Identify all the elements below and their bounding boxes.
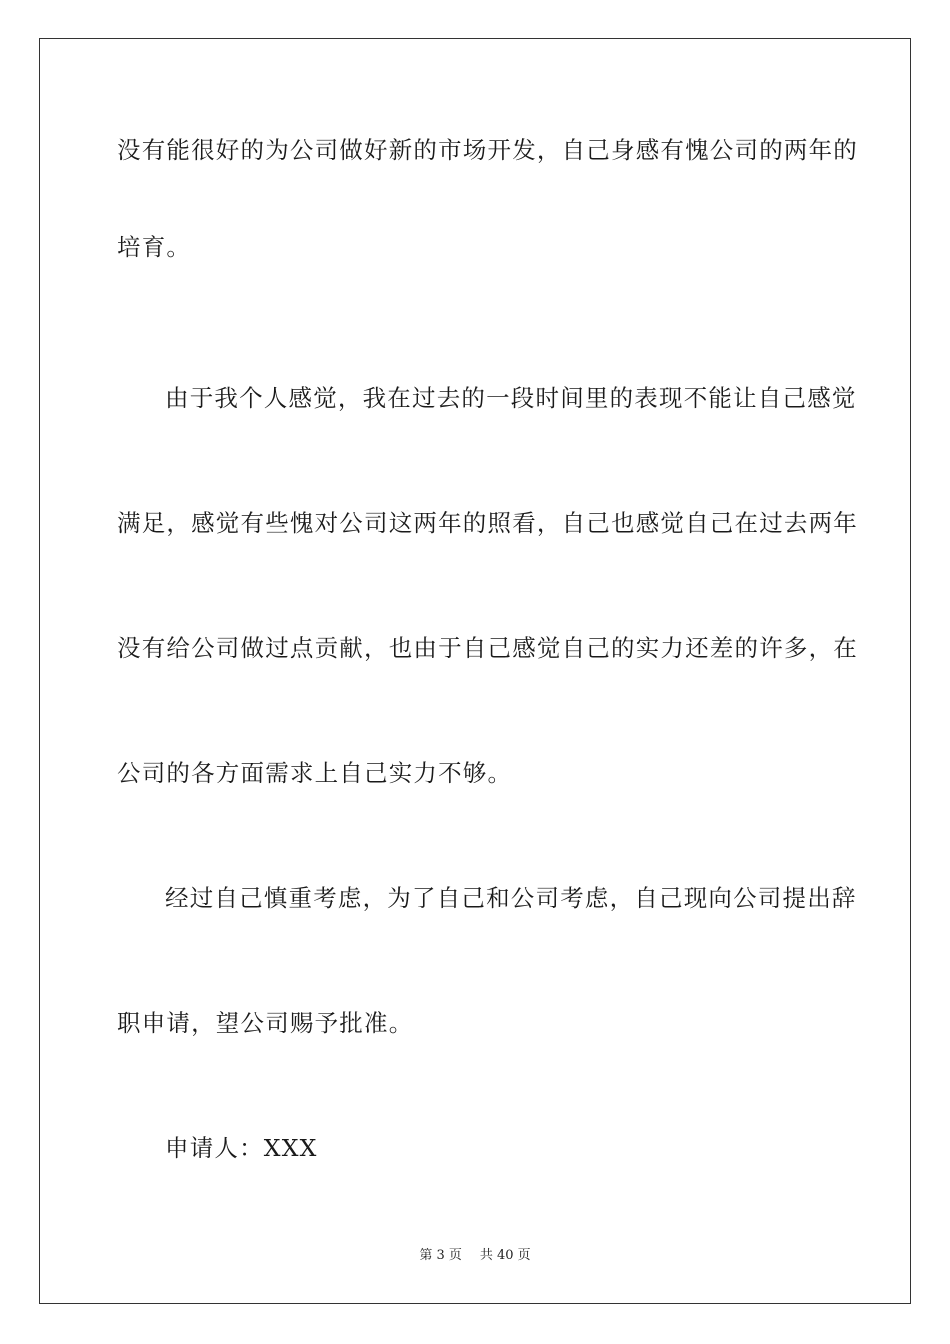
body-line-5: 没有给公司做过点贡献，也由于自己感觉自己的实力还差的许多，在 [117, 634, 858, 662]
body-line-3: 由于我个人感觉，我在过去的一段时间里的表现不能让自己感觉 [165, 384, 857, 412]
body-line-6: 公司的各方面需求上自己实力不够。 [117, 759, 513, 787]
page-border [39, 38, 911, 1304]
body-line-4: 满足，感觉有些愧对公司这两年的照看，自己也感觉自己在过去两年 [117, 509, 858, 537]
body-line-8: 职申请，望公司赐予批准。 [117, 1009, 414, 1037]
body-line-7: 经过自己慎重考虑，为了自己和公司考虑，自己现向公司提出辞 [165, 884, 857, 912]
body-line-2: 培育。 [117, 233, 192, 261]
body-line-1: 没有能很好的为公司做好新的市场开发，自己身感有愧公司的两年的 [117, 136, 858, 164]
page-total: 共 40 页 [479, 1248, 531, 1263]
page-number: 第 3 页 [419, 1248, 462, 1263]
page-footer [0, 1248, 950, 1264]
signature-line: 申请人：XXX [165, 1134, 318, 1162]
